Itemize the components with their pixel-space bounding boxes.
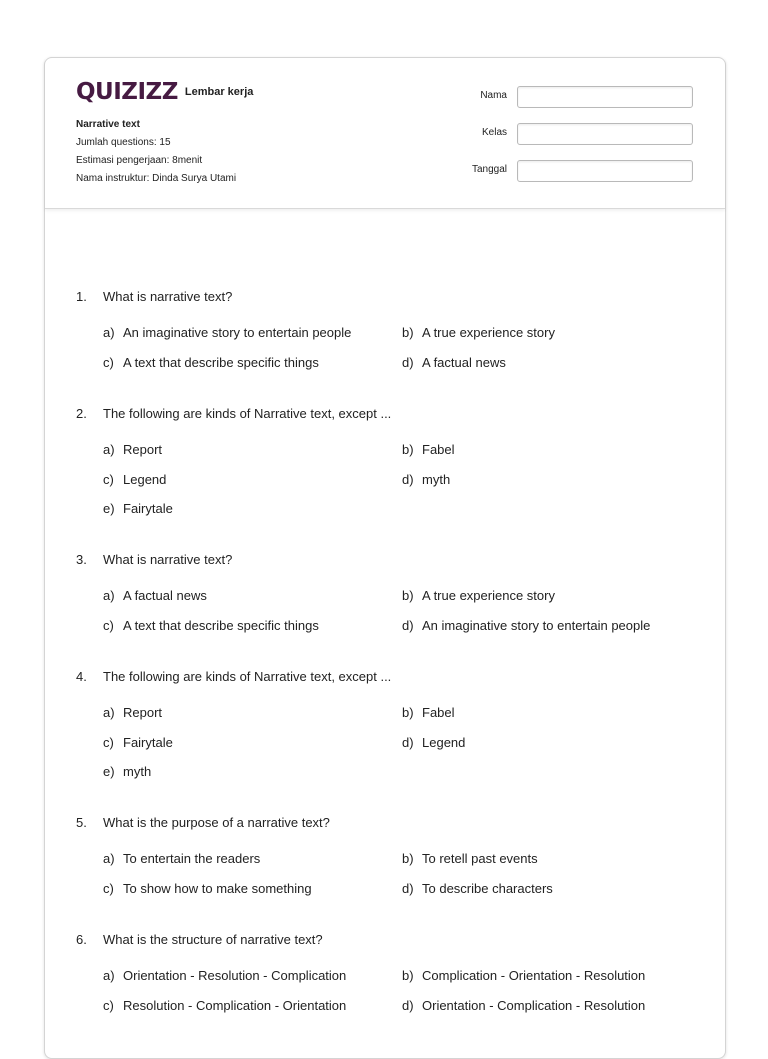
worksheet-title: Narrative text (76, 119, 140, 130)
option-text: A text that describe specific things (123, 617, 319, 633)
answer-option[interactable] (402, 618, 650, 633)
option-text: Resolution - Complication - Orientation (123, 997, 347, 1013)
question-header (45, 932, 725, 952)
option-letter: d) (402, 997, 414, 1013)
answer-option[interactable] (103, 998, 346, 1013)
answer-option[interactable] (103, 764, 151, 779)
answer-option[interactable] (103, 501, 173, 516)
option-letter: c) (103, 997, 114, 1013)
option-letter: b) (402, 968, 414, 983)
option-text: Fairytale (123, 501, 173, 516)
question-3 (45, 552, 725, 633)
option-text: A factual news (422, 354, 506, 370)
answer-option[interactable] (402, 705, 455, 720)
question-number: 6. (76, 932, 87, 947)
option-text: myth (123, 764, 152, 779)
question-5 (45, 815, 725, 896)
option-letter: a) (103, 968, 115, 983)
question-4 (45, 669, 725, 779)
question-header (45, 552, 725, 572)
option-letter: c) (103, 354, 114, 370)
answer-option[interactable] (402, 881, 553, 896)
question-number: 1. (76, 289, 87, 304)
date-field (445, 160, 693, 182)
question-text: What is narrative text? (103, 289, 233, 304)
question-number: 4. (76, 669, 87, 684)
answer-option[interactable] (402, 472, 450, 487)
option-letter: d) (402, 471, 414, 487)
option-letter: a) (103, 325, 115, 340)
option-text: Report (123, 442, 163, 457)
class-field (445, 123, 693, 145)
name-field (445, 86, 693, 108)
question-header (45, 815, 725, 835)
date-label: Tanggal (471, 164, 507, 175)
answer-option[interactable] (103, 325, 351, 340)
option-letter: d) (402, 880, 414, 896)
question-header (45, 406, 725, 426)
answer-option[interactable] (402, 588, 555, 603)
class-label: Kelas (481, 127, 507, 138)
option-letter: b) (402, 705, 414, 720)
option-letter: c) (103, 734, 114, 750)
time-estimate: Estimasi pengerjaan: 8menit (76, 155, 203, 166)
question-text: The following are kinds of Narrative text, except ... (103, 406, 392, 421)
answer-option[interactable] (103, 618, 319, 633)
option-letter: d) (402, 617, 414, 633)
option-letter: b) (402, 588, 414, 603)
option-letter: b) (402, 851, 414, 866)
question-text: What is the purpose of a narrative text? (103, 815, 330, 830)
question-2 (45, 406, 725, 516)
option-text: Fabel (422, 705, 455, 720)
answer-option[interactable] (103, 851, 260, 866)
question-header (45, 289, 725, 309)
question-number: 3. (76, 552, 87, 567)
answer-option[interactable] (103, 472, 166, 487)
option-text: Fabel (422, 442, 455, 457)
option-letter: d) (402, 354, 414, 370)
question-6 (45, 932, 725, 1013)
answer-option[interactable] (103, 968, 346, 983)
option-text: To describe characters (422, 880, 553, 896)
option-text: To show how to make something (123, 880, 312, 896)
option-letter: c) (103, 617, 114, 633)
answer-option[interactable] (402, 968, 645, 983)
option-letter: a) (103, 851, 115, 866)
name-label: Nama (480, 90, 507, 101)
question-header (45, 669, 725, 689)
question-1 (45, 289, 725, 370)
answer-option[interactable] (103, 881, 312, 896)
option-text: A factual news (123, 588, 207, 603)
option-letter: b) (402, 325, 414, 340)
answer-option[interactable] (103, 588, 207, 603)
answer-option[interactable] (402, 325, 555, 340)
question-number: 5. (76, 815, 87, 830)
option-text: Report (123, 705, 163, 720)
option-letter: e) (103, 501, 115, 516)
question-text: The following are kinds of Narrative text, except ... (103, 669, 392, 684)
option-letter: e) (103, 764, 115, 779)
option-letter: c) (103, 471, 114, 487)
answer-option[interactable] (103, 355, 319, 370)
option-text: myth (422, 471, 451, 487)
answer-option[interactable] (402, 355, 506, 370)
answer-option[interactable] (103, 442, 162, 457)
option-text: To entertain the readers (123, 851, 261, 866)
quizizz-logo: QUIZIZZ (76, 79, 178, 105)
option-text: Orientation - Resolution - Complication (123, 968, 347, 983)
class-input[interactable] (517, 123, 693, 145)
name-input[interactable] (517, 86, 693, 108)
option-text: Legend (123, 471, 167, 487)
option-text: A true experience story (422, 588, 555, 603)
option-text: Legend (422, 734, 466, 750)
worksheet-meta (76, 116, 236, 188)
option-letter: a) (103, 588, 115, 603)
option-text: An imaginative story to entertain people (123, 325, 352, 340)
option-letter: c) (103, 880, 114, 896)
answer-option[interactable] (402, 735, 465, 750)
question-number: 2. (76, 406, 87, 421)
option-text: A text that describe specific things (123, 354, 319, 370)
date-input[interactable] (517, 160, 693, 182)
question-text: What is narrative text? (103, 552, 233, 567)
option-text: Orientation - Complication - Resolution (422, 997, 646, 1013)
option-letter: d) (402, 734, 414, 750)
option-text: A true experience story (422, 325, 555, 340)
worksheet-card (44, 57, 726, 1059)
option-text: An imaginative story to entertain people (422, 617, 651, 633)
sheet-type-label: Lembar kerja (184, 86, 254, 98)
option-text: To retell past events (422, 851, 538, 866)
brand (76, 79, 253, 105)
option-letter: a) (103, 705, 115, 720)
answer-option[interactable] (103, 735, 173, 750)
question-count: Jumlah questions: 15 (76, 137, 171, 148)
option-letter: b) (402, 442, 414, 457)
option-text: Fairytale (123, 734, 173, 750)
answer-option[interactable] (103, 705, 162, 720)
worksheet-header (45, 58, 725, 209)
instructor-name: Nama instruktur: Dinda Surya Utami (76, 173, 237, 184)
option-text: Complication - Orientation - Resolution (422, 968, 646, 983)
answer-option[interactable] (402, 442, 455, 457)
option-letter: a) (103, 442, 115, 457)
question-text: What is the structure of narrative text? (103, 932, 323, 947)
answer-option[interactable] (402, 851, 538, 866)
answer-option[interactable] (402, 998, 645, 1013)
